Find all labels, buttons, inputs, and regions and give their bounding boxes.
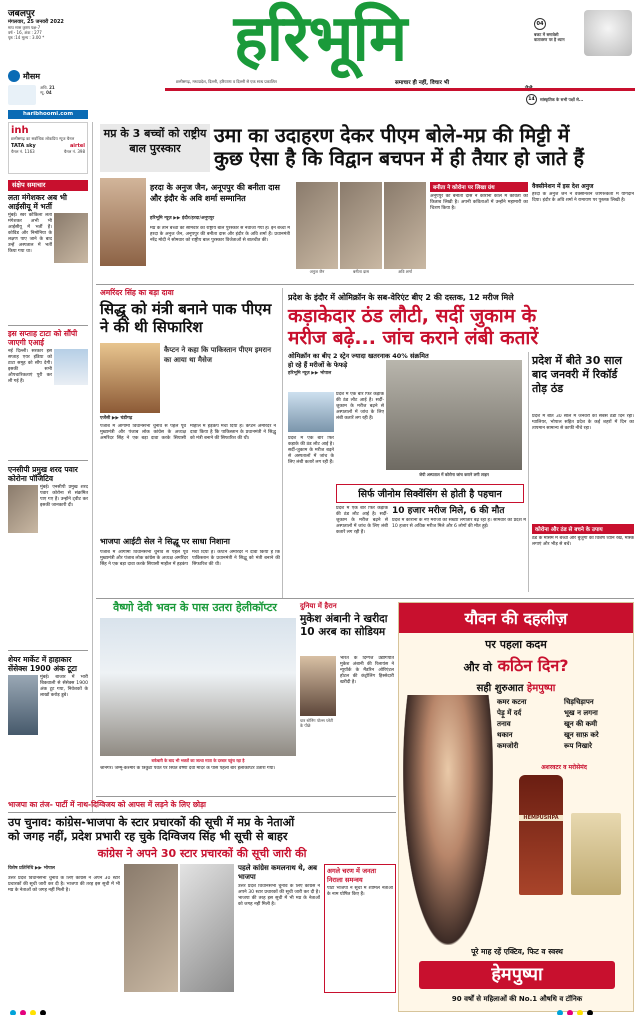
divider bbox=[96, 284, 634, 285]
brief-title: एनसीपी प्रमुख शरद पवार कोरोना पॉजिटिव bbox=[8, 465, 78, 483]
symptom-item: तनाव bbox=[497, 720, 511, 728]
inh-brand: inh bbox=[11, 125, 29, 136]
digvijay-photo bbox=[180, 864, 234, 992]
cold-byline: हरिभूमि न्यूज़ ▶▶ भोपाल bbox=[288, 371, 332, 376]
column-rule bbox=[92, 122, 93, 812]
column-rule bbox=[528, 352, 529, 592]
congress-note-body: उत्तर प्रदेश विधानसभा चुनाव के लिए कांग्रेस ने अपने 30 स्टार प्रचारकों की सूची जारी कर दी है। भाजपा की तरह इस सूची में भी मप्र के नेताओं को जगह नहीं मिली है। bbox=[238, 884, 320, 907]
divider bbox=[96, 598, 634, 599]
ad-symptoms bbox=[497, 697, 631, 752]
lab-photo bbox=[288, 392, 334, 432]
record-box bbox=[532, 524, 634, 594]
congress-headline[interactable] bbox=[8, 816, 396, 844]
lead-headline-line: कुछ ऐसा है कि विद्वान बचपन में ही तैयार हो जाते हैं bbox=[214, 147, 585, 170]
lead-kicker: मप्र के 3 बच्चों को राष्ट्रीय बाल पुरस्कार bbox=[100, 124, 210, 172]
symptom-item: खून की कमी bbox=[564, 720, 598, 728]
congress-headline-line: को जगह नहीं, प्रदेश प्रभारी रह चुके दिग्विजय सिंह भी सूची से बाहर bbox=[8, 830, 288, 843]
ad-line: सही शुरुआत bbox=[476, 683, 524, 694]
cold-body: प्रदेश में एक बार फिर कड़ाके की ठंड लौट आई है। सर्दी-जुकाम के मरीज बढ़ने से अस्पतालों में जांच के लिए लंबी कतारें लग रही हैं। bbox=[336, 392, 384, 421]
symptom-item: चिड़चिड़ापन bbox=[564, 698, 594, 706]
inh-line: छत्तीसगढ़ का सर्वाधिक लोकप्रिय न्यूज चैनल bbox=[11, 136, 75, 141]
date: मंगलवार, 25 जनवरी 2022 bbox=[8, 19, 64, 25]
congress-photos bbox=[124, 864, 234, 992]
column-rule bbox=[282, 288, 283, 598]
divider bbox=[96, 796, 396, 797]
brief-text: मुंबई। एनसीपी प्रमुख शरद पवार कोरोना से संक्रमित पाए गए हैं। उन्होंने ट्वीट कर इसकी जानकारी दी। bbox=[40, 485, 88, 508]
bottle-tag: अशरवटर व मरोसेमंद bbox=[541, 764, 587, 771]
symptom-item: पेड़ू में दर्द bbox=[497, 709, 522, 717]
side-box-title: बनीता ने कोरोना पर लिखा ग्रंथ bbox=[430, 182, 528, 192]
temp-max: 21 bbox=[49, 85, 55, 90]
teaser-text: बजट में समावेशी वातावरण पर है ध्यान bbox=[534, 32, 565, 43]
lead-photos bbox=[296, 182, 426, 274]
channel-2: चैनल नं. 398 bbox=[63, 149, 85, 155]
meta-line: वर्ष - 16, अंक : 277 bbox=[8, 30, 42, 36]
city: जबलपुर bbox=[8, 9, 35, 19]
ambani-photo bbox=[300, 656, 336, 716]
sidhu-body: पंजाब में आगामी विधानसभा चुनाव से पहले पूर्व मुख्यमंत्री और पंजाब लोक कांग्रेस के अध्यक्ष अमरिंदर सिंह ने एक बड़ा दावा करके सियासी माहौल में हड़कंप मचा दिया है। कैप्टन अमरिंदर ने दावा किया है कि पाकिस्तान के प्रधानमंत्री ने सिद्धू को मंत्री बनाने की सिफारिश की थी। bbox=[100, 424, 276, 441]
sidhu-headline[interactable]: सिद्धू को मंत्री बनाने पाक पीएम ने की थी सिफारिश bbox=[100, 300, 272, 336]
inh-ad[interactable] bbox=[8, 122, 88, 174]
symptom-item: भूख न लगना bbox=[564, 709, 598, 717]
brief-text: नई दिल्ली। सरकार इस सप्ताह एयर इंडिया को टाटा समूह को सौंप देगी। इसकी सभी औपचारिकताएं पूरी कर ली गई हैं। bbox=[8, 349, 52, 384]
modi-photo bbox=[100, 178, 146, 266]
tagline: छत्तीसगढ़, मध्यप्रदेश, दिल्ली, हरियाणा व दिल्ली से एक साथ प्रकाशित bbox=[176, 79, 277, 84]
brief-title: इस सप्ताह टाटा को सौंपी जाएगी एआई bbox=[8, 329, 78, 347]
box-icon bbox=[571, 813, 621, 895]
ambani-kicker: दुनिया में हैरान bbox=[300, 602, 337, 610]
ad-brand-inline: हेमपुष्पा bbox=[526, 683, 556, 694]
cases-title: 10 हजार मरीज मिले, 6 की मौत bbox=[392, 506, 505, 516]
ad-line: कठिन दिन? bbox=[497, 656, 569, 675]
congress-byline: विशेष प्रतिनिधि ▶▶ भोपाल bbox=[8, 866, 55, 871]
building-photo bbox=[8, 675, 38, 735]
symptom-item: कमजोरी bbox=[497, 742, 519, 750]
registration-marks bbox=[555, 1001, 595, 1015]
brief-2[interactable] bbox=[8, 330, 88, 385]
lata-photo bbox=[54, 213, 88, 263]
brief-4[interactable] bbox=[8, 656, 88, 735]
channel-1: चैनल नं. 1163 bbox=[11, 149, 35, 155]
cold-kicker: प्रदेश के इंदौर में ओमिक्रॉन के सब-वेरिएंट बीए 2 की दस्तक, 12 मरीज मिले bbox=[288, 293, 514, 302]
divider bbox=[8, 325, 88, 326]
lead-subhead: हरदा के अनुज जैन, अनूपपुर की बनीता दास और इंदौर के अवि शर्मा सम्मानित bbox=[150, 183, 280, 203]
side-box-title: वैक्सीनेशन में इस देश अनुज bbox=[532, 183, 594, 190]
anuj-photo bbox=[296, 182, 338, 269]
photo-caption: जेपी अस्पताल में कोरोना जांच कराने लगी लाइन bbox=[419, 472, 489, 477]
photo-caption: बनीता दास bbox=[353, 268, 369, 274]
ambani-caption: चार स्टेनिंग पोल्स प्लेटी के पीछे bbox=[300, 718, 334, 729]
photo-caption: अनुज जैन bbox=[309, 268, 325, 274]
website-link[interactable]: haribhoomi.com bbox=[8, 110, 88, 119]
sidhu-agency: एजेंसी ▶▶ चंडीगढ़ bbox=[100, 416, 133, 421]
cold-headline-line: कड़ाकेदार ठंड लौटी, सर्दी जुकाम के bbox=[288, 305, 537, 327]
brief-title: शेयर मार्केट में हाहाकार सेंसेक्स 1900 अंक टूटा bbox=[8, 655, 77, 673]
record-headline[interactable]: प्रदेश में बीते 30 साल बाद जनवरी में रिकॉर्ड तोड़ ठंड bbox=[532, 354, 622, 395]
weather-box bbox=[8, 70, 88, 108]
symptom-item: कमर कटना bbox=[497, 698, 527, 706]
heli-headline[interactable]: वैष्णो देवी भवन के पास उतरा हेलीकॉप्टर bbox=[113, 601, 277, 614]
cold-headline-line: मरीज बढ़े... जांच कराने लंबी कतारें bbox=[288, 327, 539, 349]
weather-label: मौसम bbox=[23, 71, 41, 81]
congress-side bbox=[324, 864, 396, 993]
divider bbox=[8, 812, 396, 813]
side-box-text: अनूपपुर की बनीता दास ने कोरोना काल में कविता की किताब लिखी है। अपनी कविताओं में उन्होंने महामारी का चित्रण किया है। bbox=[430, 194, 528, 211]
symptom-item: रूप निखारे bbox=[564, 742, 592, 750]
metro-text: सांस्कृतिक के सभी पक्षों से... bbox=[540, 96, 584, 102]
congress-sub: कांग्रेस ने अपने 30 स्टार प्रचारकों की सूची जारी की bbox=[97, 847, 307, 860]
congress-side-title: अगले चरण में जनता निराला समन्वय bbox=[327, 867, 377, 884]
teaser-num: 04 bbox=[534, 18, 546, 30]
teaser-box[interactable] bbox=[534, 10, 634, 72]
temp-min: 04 bbox=[46, 90, 52, 96]
cold-body-2: प्रदेश में एक बार फिर कड़ाके की ठंड लौट आई है। सर्दी-जुकाम के मरीज बढ़ने से अस्पतालों में जांच के लिए लंबी कतारें लग रही हैं। bbox=[288, 436, 334, 465]
meta-line: पृष्ठ :14 मूल्य : 3.00 * bbox=[8, 35, 45, 41]
queue-photo bbox=[386, 360, 522, 470]
ad-brand: हेमपुष्पा bbox=[419, 961, 615, 989]
record-box-text: ठंड के मौसम में बच्चों और बुजुर्गों का विशेष ध्यान रखें, मास्क लगाएं और भीड़ से बचें। bbox=[532, 536, 634, 547]
divider bbox=[8, 460, 88, 461]
weather-icon bbox=[8, 70, 20, 82]
logo: हरिभूमि bbox=[233, 1, 407, 76]
brief-3[interactable] bbox=[8, 466, 88, 533]
temp-max-label: अधि. bbox=[40, 85, 48, 90]
meta-line: माघ मास कृष्ण पक्ष-7 bbox=[8, 25, 41, 30]
side-box-2[interactable] bbox=[532, 182, 634, 272]
divider bbox=[8, 650, 88, 651]
lead-byline: हरिभूमि न्यूज़ ▶▶ इंदौर/हरदा/अनूपपुर bbox=[150, 216, 215, 221]
lead-headline-line: उमा का उदाहरण देकर पीएम बोले-मप्र की मिट्टी में bbox=[214, 124, 570, 147]
sidhu-body-2: पंजाब में आगामी विधानसभा चुनाव से पहले पूर्व मुख्यमंत्री और पंजाब लोक कांग्रेस के अध्यक्ष अमरिंदर सिंह ने एक बड़ा दावा करके सियासी माहौल में हड़कंप मचा दिया है। कैप्टन अमरिंदर ने दावा किया है कि पाकिस्तान के प्रधानमंत्री ने सिद्धू को मंत्री बनाने की सिफारिश की थी। bbox=[100, 550, 280, 567]
metro-num: 14 bbox=[526, 94, 537, 105]
lead-body: मप्र के तीन बच्चों को सोमवार को राष्ट्रीय बाल पुरस्कार से नवाजा गया है। इन बच्चों में हरदा के अनुज जैन, अनूपपुर की बनीता दास और इंदौर के अवि शर्मा हैं। प्रधानमंत्री नरेंद्र मोदी ने सोमवार को राष्ट्रीय बाल पुरस्कार विजेताओं से बातचीत की। bbox=[150, 226, 290, 243]
registration-marks bbox=[8, 1001, 48, 1015]
pawar-photo bbox=[8, 485, 38, 533]
cases-text: प्रदेश में कोरोना के नए मरीजों की संख्या लगातार बढ़ रही है। सोमवार को प्रदेश में 10 हजार से अधिक मरीज मिले और 6 लोगों की मौत हुई। bbox=[392, 518, 526, 530]
cases-box[interactable] bbox=[392, 506, 526, 586]
sidhu-kicker: अमरिंदर सिंह का बड़ा दावा bbox=[100, 288, 174, 297]
side-box-1[interactable] bbox=[430, 182, 528, 274]
kamalnath-photo bbox=[124, 864, 178, 992]
side-box-text: हरदा के अनुज जैन ने वैक्सीनेशन जागरूकता में योगदान दिया। इंदौर के अवि शर्मा ने रामायण पर पुस्तक लिखी है। bbox=[532, 192, 634, 203]
ambani-headline[interactable]: मुकेश अंबानी ने खरीदा 10 अरब का सोडियम bbox=[300, 613, 388, 638]
congress-kicker: भाजपा का तंज- पार्टी में नाथ-दिग्विजय को आपस में लड़ने के लिए छोड़ा bbox=[8, 800, 206, 809]
bottle-icon bbox=[519, 775, 563, 895]
temp-min-label: न्यू. bbox=[40, 90, 45, 96]
sidhu-sub: भाजपा आईटी सेल ने सिद्धू पर साधा निशाना bbox=[100, 537, 230, 546]
brief-title: लता मंगेशकर अब भी आईसीयू में भर्ती bbox=[8, 193, 67, 211]
ad-line: पर पहला कदम bbox=[485, 638, 547, 651]
symptom-item: थकान bbox=[497, 731, 513, 739]
metro-teaser[interactable] bbox=[526, 94, 583, 105]
photo-caption: अवि शर्मा bbox=[398, 268, 412, 274]
congress-note-title: पहले कांग्रेस कमलनाथ थे, अब भाजपा bbox=[238, 864, 318, 881]
cold-subhead: ओमिक्रॉन का बीए 2 स्ट्रेन ज्यादा खतरनाक 40% संक्रमित हो रहे हैं मरीजों के फेफड़े bbox=[288, 352, 429, 369]
amarinder-photo bbox=[100, 343, 160, 413]
lead-headline[interactable] bbox=[214, 124, 634, 170]
left-col-header: संक्षेप समाचार bbox=[8, 180, 88, 191]
ambani-body: भारत के दिग्गज उद्योगपति मुकेश अंबानी की रिलायंस ने न्यूयॉर्क के मैंडरिन ओरिएंटल होटल की कंट्रोलिंग हिस्सेदारी खरीदी है। bbox=[340, 656, 394, 685]
ad-line: और वो bbox=[463, 661, 492, 674]
budget-icon bbox=[584, 10, 632, 56]
avi-photo bbox=[384, 182, 426, 269]
model-photo bbox=[403, 695, 493, 945]
bottle-label: HEMPUSHPA bbox=[519, 815, 563, 821]
heli-text: श्रीनगर। जम्मू-कश्मीर के त्रिकुटा पर्वत पर स्थित वैष्णो देवी मंदिर के पास पहली बार हेलीकॉप्टर उतारा गया। bbox=[100, 766, 276, 771]
record-body: प्रदेश में बीते 30 साल में जनवरी का सबसे ठंडा दिन रहा। ग्वालियर, भोपाल सहित प्रदेश के कई शहरों में दिन का तापमान सामान्य से काफी नीचे रहा। bbox=[532, 414, 634, 431]
symptom-item: खून साफ़ करे bbox=[564, 731, 599, 739]
slogan: समाचार ही नहीं, विचार भी bbox=[395, 80, 450, 86]
airplane-photo bbox=[54, 349, 88, 385]
masthead-rule bbox=[165, 88, 635, 91]
ad-footer-line: पूरे माह रहें एक्टिव, फिट व स्वस्थ bbox=[471, 947, 563, 956]
tata-sky: TATA sky bbox=[11, 143, 36, 150]
genome-body: प्रदेश में एक बार फिर कड़ाके की ठंड लौट आई है। सर्दी-जुकाम के मरीज बढ़ने से अस्पतालों में जांच के लिए लंबी कतारें लग रही हैं। bbox=[336, 506, 388, 535]
heli-photo bbox=[100, 618, 296, 756]
cold-headline[interactable] bbox=[288, 305, 634, 349]
congress-body: उत्तर प्रदेश विधानसभा चुनाव के लिए कांग्रेस ने अपने 30 स्टार प्रचारकों की सूची जारी कर दी है। भाजपा की तरह इस सूची में भी मप्र के नेताओं को जगह नहीं मिली है। bbox=[8, 876, 120, 893]
congress-headline-line: उप चुनाव: कांग्रेस-भाजपा के स्टार प्रचारकों की सूची में मप्र के नेताओं bbox=[8, 816, 295, 829]
ad-footer-line: 90 वर्षों से महिलाओं की No.1 औषधि व टॉनिक bbox=[451, 995, 583, 1003]
airtel: airtel bbox=[69, 143, 85, 150]
brief-text: मुंबई। बाजार में भारी बिकवाली से सेंसेक्स 1900 अंक टूट गया, निवेशकों के लाखों करोड़ डूबे। bbox=[40, 675, 88, 698]
heli-caption: बर्फबारी के बाद भी भक्तों का जत्था माता के दरबार पहुंच रहा है bbox=[151, 758, 245, 763]
sidhu-quote: कैप्टन ने कहा कि पाकिस्तान पीएम इमरान का आया था मैसेज bbox=[164, 346, 272, 364]
congress-side-text: पार्टी भाजपा ने सूची में शामिल नेताओं के नाम घोषित किए हैं। bbox=[327, 886, 393, 897]
brief-1[interactable] bbox=[8, 194, 88, 263]
genome-box: सिर्फ जीनोम सिक्वेंसिंग से होती है पहचान bbox=[336, 484, 524, 503]
masthead-meta bbox=[8, 6, 108, 41]
hempushpa-ad[interactable] bbox=[398, 602, 634, 1012]
record-box-title: कोरोना और ठंड से बचने के उपाय bbox=[532, 524, 634, 534]
ad-title: यौवन की दहलीज़ bbox=[399, 603, 633, 633]
brief-text: मुंबई। स्वर कोकिला लता मंगेशकर अभी भी आईसीयू में भर्ती हैं। कोविड और निमोनिया के लक्षण पाए जाने के बाद उन्हें अस्पताल में भर्ती किया गया था। bbox=[8, 213, 52, 254]
banita-photo bbox=[340, 182, 382, 269]
congress-note bbox=[238, 864, 320, 988]
